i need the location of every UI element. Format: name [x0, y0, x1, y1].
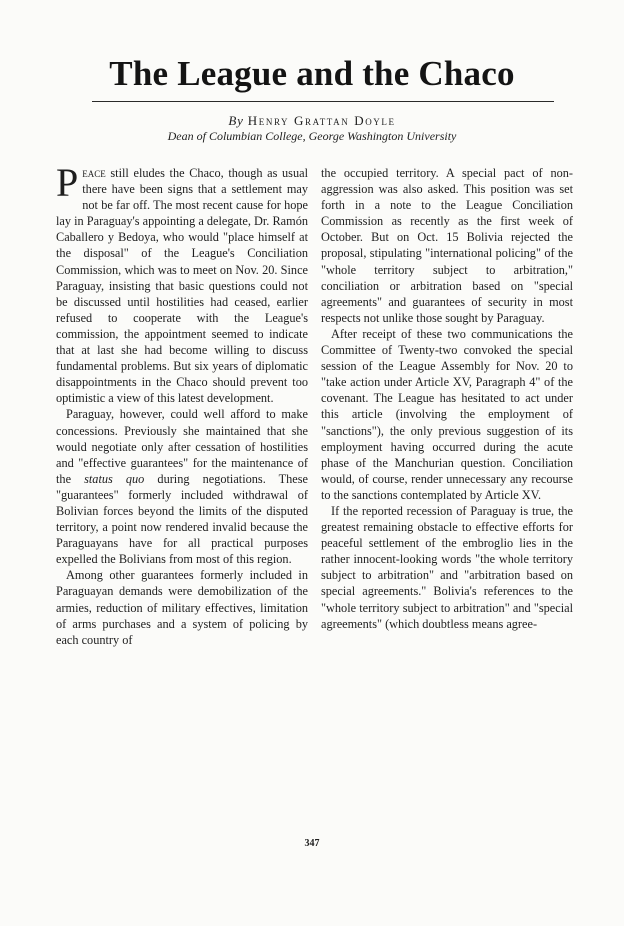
paragraph-text: still eludes the Chaco, though as usual there have been signs that a settlement may not be far off. The most recent cause for hope lay in Paraguay's appointing a delegate, Dr. Ramón Caballero y Bedoya, who would "place himself at the disposal" of the League's Conciliation Commission, which was to meet on Nov. 20. Since Paraguay, insisting that basic questions could not be discussed until hostilities had ceased, earlier refused to cooperate with the League's commission, the appointment seemed to indicate that at last she had become willing to discuss fundamental problems. But six years of diplomatic disappointments in the Chaco should prevent too optimistic a view of this latest development.: [56, 166, 308, 406]
paragraph-text: during negotiations. These "guarantees" formerly included withdrawal of Bolivian forces beyond the limits of the disputed territory, a point now rendered invalid because the Paraguayans have for all practical purposes expelled the Bolivians from most of this region.: [56, 471, 308, 567]
right-column: [321, 165, 573, 632]
author-name: Henry Grattan Doyle: [247, 113, 396, 128]
paragraph: [56, 160, 308, 406]
drop-cap: P: [56, 160, 79, 205]
author-affiliation: Dean of Columbian College, George Washington University: [167, 129, 457, 143]
paragraph: Among other guarantees formerly included in Paraguayan demands were demobilization of the armies, reduction of military effectives, limitation of arms purchases and a system of policing by each country of: [56, 568, 308, 647]
left-column: [56, 160, 308, 648]
lead-word: eace: [82, 166, 106, 180]
page-number: 347: [304, 838, 320, 849]
title-rule: [92, 101, 554, 102]
paragraph: If the reported recession of Paraguay is true, the greatest remaining obstacle to effective efforts for peaceful settlement of the embroglio lies in the rather innocent-looking words "the whole territory subject to arbitration" and "arbitration based on special agreements." Bolivia's references to the "whole territory subject to arbitration" and "special agreements" (which doubtless means agree-: [321, 503, 573, 631]
paragraph: the occupied territory. A special pact of non-aggression was also asked. This position was set forth in a note to the League Conciliation Commission as recently as the first week of October. But on Oct. 15 Bolivia rejected the proposal, stipulating "international policing" of the "whole territory subject to arbitration," conciliation or arbitration based on "special agreements" and guarantees of security in most respects not unlike those sought by Paraguay.: [321, 166, 573, 325]
article-title: The League and the Chaco: [109, 54, 515, 93]
paragraph-text: Paraguay, however, could well afford to make concessions. Previously she maintained that she would negotiate only after cessation of hostilities and "effective guarantees" for the maintenance of the: [56, 407, 308, 486]
byline: [0, 113, 624, 129]
byline-prefix: By: [228, 113, 244, 128]
paragraph: [56, 406, 308, 567]
italic-phrase: status quo: [84, 471, 145, 486]
paragraph: After receipt of these two communications the Committee of Twenty-two convoked the special session of the League Assembly for Nov. 20 to "take action under Article XV, Paragraph 4" of the covenant. The League has hesitated to act under this article (involving the employment of "sanctions"), the only previous suggestion of its employment having occurred during the acute phase of the Manchurian question. Conciliation would, of course, render unnecessary any recourse to the sanctions contemplated by Article XV.: [321, 326, 573, 502]
